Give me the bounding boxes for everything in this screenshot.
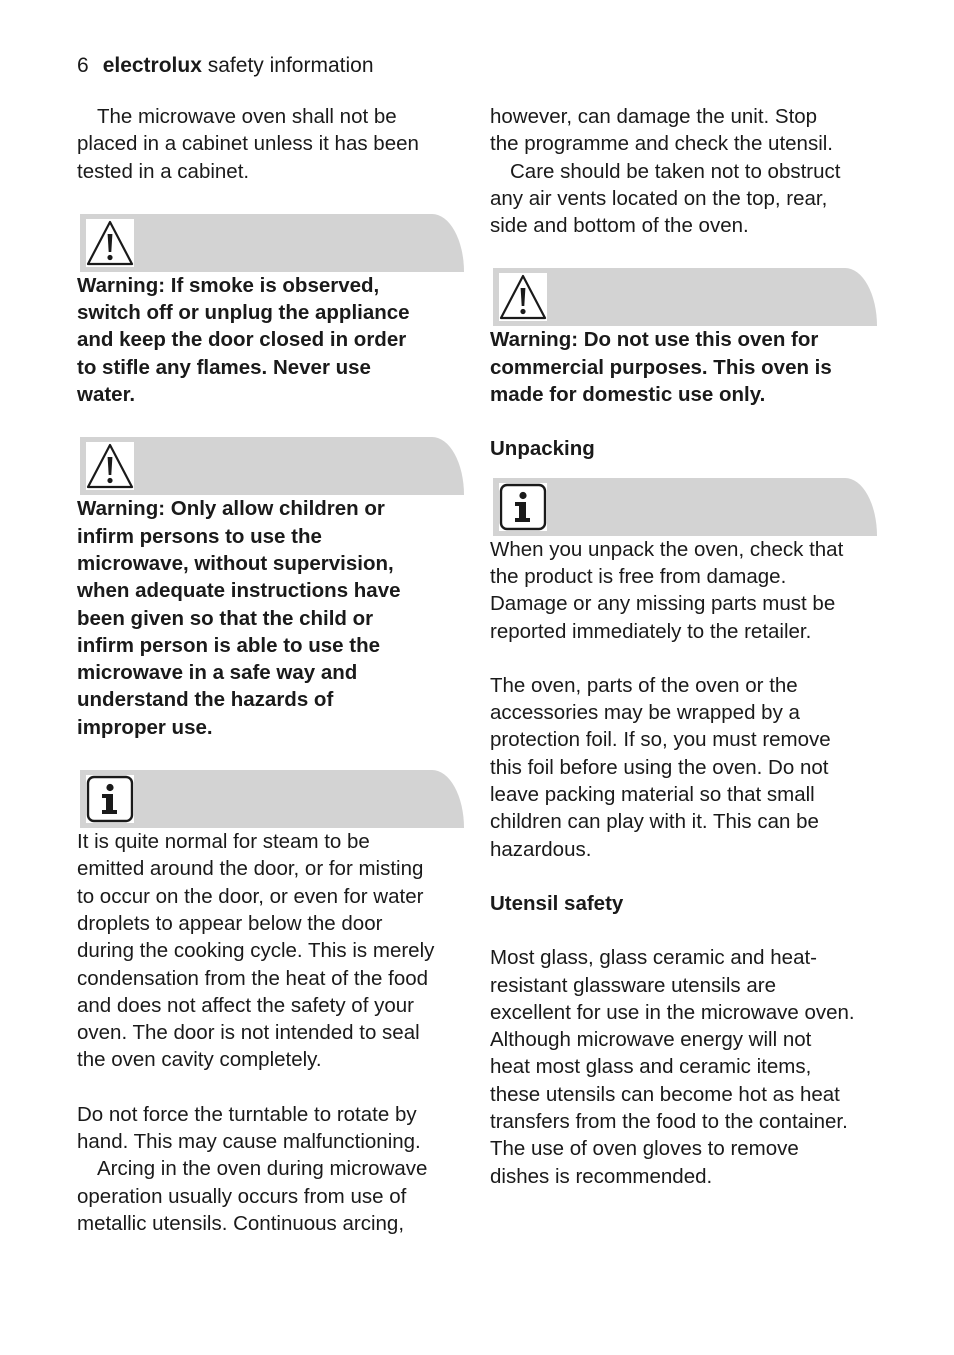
text-line: The use of oven gloves to remove	[490, 1137, 799, 1161]
text-line: microwave, without supervision,	[77, 551, 394, 575]
text-line: Damage or any missing parts must be	[490, 592, 836, 616]
text-line: infirm person is able to use the	[77, 633, 381, 657]
text-line: leave packing material so that small	[490, 783, 815, 807]
text-line: The microwave oven shall not be	[97, 105, 397, 128]
text-line: and does not affect the safety of your	[77, 993, 414, 1017]
arcing-paragraph	[77, 1155, 467, 1237]
warning-band	[80, 214, 464, 272]
text-line: Most glass, glass ceramic and heat-	[490, 946, 817, 970]
page-header	[77, 52, 374, 80]
text-line: water.	[77, 383, 136, 407]
text-line: switch off or unplug the appliance	[77, 301, 410, 325]
text-line: commercial purposes. This oven is	[490, 355, 832, 379]
text-line: the product is free from damage.	[490, 564, 787, 588]
text-line: droplets to appear below the door	[77, 911, 383, 935]
unpack-info	[490, 536, 890, 645]
text-line: Do not force the turntable to rotate by	[77, 1102, 417, 1126]
air-vents-paragraph	[490, 158, 890, 240]
text-line: side and bottom of the oven.	[490, 214, 749, 238]
text-line: the oven cavity completely.	[77, 1048, 322, 1072]
text-line: emitted around the door, or for misting	[77, 857, 424, 881]
info-icon	[86, 775, 134, 823]
text-line: to stifle any flames. Never use	[77, 355, 371, 379]
text-line: accessories may be wrapped by a	[490, 701, 800, 725]
smoke-warning	[77, 272, 467, 408]
text-line: condensation from the heat of the food	[77, 966, 429, 990]
text-line: It is quite normal for steam to be	[77, 830, 370, 854]
warning-band	[493, 268, 877, 326]
warning-triangle-icon	[86, 442, 134, 490]
text-line: any air vents located on the top, rear,	[490, 186, 828, 210]
foil-paragraph	[490, 672, 890, 863]
text-line: transfers from the food to the container.	[490, 1110, 848, 1134]
text-line: dishes is recommended.	[490, 1164, 713, 1188]
text-line: during the cooking cycle. This is merely	[77, 939, 435, 963]
text-line: made for domestic use only.	[490, 383, 766, 407]
text-line: metallic utensils. Continuous arcing,	[77, 1211, 405, 1235]
text-line: operation usually occurs from use of	[77, 1184, 407, 1208]
text-line: Warning: If smoke is observed,	[77, 273, 380, 297]
text-line: children can play with it. This can be	[490, 810, 819, 834]
text-line: to occur on the door, or even for water	[77, 884, 424, 908]
text-line: the programme and check the utensil.	[490, 132, 833, 156]
text-line: When you unpack the oven, check that	[490, 537, 844, 561]
text-line: placed in a cabinet unless it has been	[77, 132, 419, 156]
text-line: however, can damage the unit. Stop	[490, 105, 818, 128]
page-number: 6	[77, 54, 89, 77]
right-column	[490, 103, 890, 1190]
warning-triangle-icon	[86, 219, 134, 267]
text-line: understand the hazards of	[77, 688, 334, 712]
text-line: microwave in a safe way and	[77, 661, 358, 685]
info-icon	[499, 483, 547, 531]
warning-band	[80, 437, 464, 495]
unpacking-heading: Unpacking	[490, 437, 595, 461]
arcing-continued-paragraph	[490, 103, 890, 158]
text-line: Warning: Only allow children or	[77, 497, 385, 521]
info-band	[493, 478, 877, 536]
text-line: tested in a cabinet.	[77, 159, 250, 183]
text-line: these utensils can become hot as heat	[490, 1082, 840, 1106]
text-line: when adequate instructions have	[77, 579, 401, 603]
text-line: excellent for use in the microwave oven.	[490, 1000, 855, 1024]
text-line: Arcing in the oven during microwave	[97, 1157, 428, 1181]
text-line: protection foil. If so, you must remove	[490, 728, 831, 752]
cabinet-paragraph	[77, 103, 467, 185]
text-line: hazardous.	[490, 837, 592, 861]
text-line: resistant glassware utensils are	[490, 973, 776, 997]
info-band	[80, 770, 464, 828]
commercial-warning	[490, 326, 890, 408]
turntable-paragraph	[77, 1101, 467, 1156]
text-line: Although microwave energy will not	[490, 1028, 812, 1052]
text-line: been given so that the child or	[77, 606, 374, 630]
utensil-safety-heading: Utensil safety	[490, 891, 624, 915]
text-line: Care should be taken not to obstruct	[510, 159, 841, 183]
text-line: Warning: Do not use this oven for	[490, 328, 819, 352]
glassware-paragraph	[490, 944, 890, 1190]
text-line: The oven, parts of the oven or the	[490, 673, 798, 697]
left-column	[77, 103, 467, 1237]
text-line: heat most glass and ceramic items,	[490, 1055, 812, 1079]
steam-info	[77, 828, 467, 1074]
warning-triangle-icon	[499, 273, 547, 321]
text-line: improper use.	[77, 715, 213, 739]
text-line: oven. The door is not intended to seal	[77, 1021, 420, 1045]
section-title: safety information	[207, 54, 374, 77]
children-warning	[77, 495, 467, 741]
text-line: and keep the door closed in order	[77, 328, 407, 352]
text-line: infirm persons to use the	[77, 524, 322, 548]
text-line: reported immediately to the retailer.	[490, 619, 812, 643]
text-line: this foil before using the oven. Do not	[490, 755, 829, 779]
brand-name: electrolux	[102, 54, 202, 77]
text-line: hand. This may cause malfunctioning.	[77, 1130, 421, 1154]
